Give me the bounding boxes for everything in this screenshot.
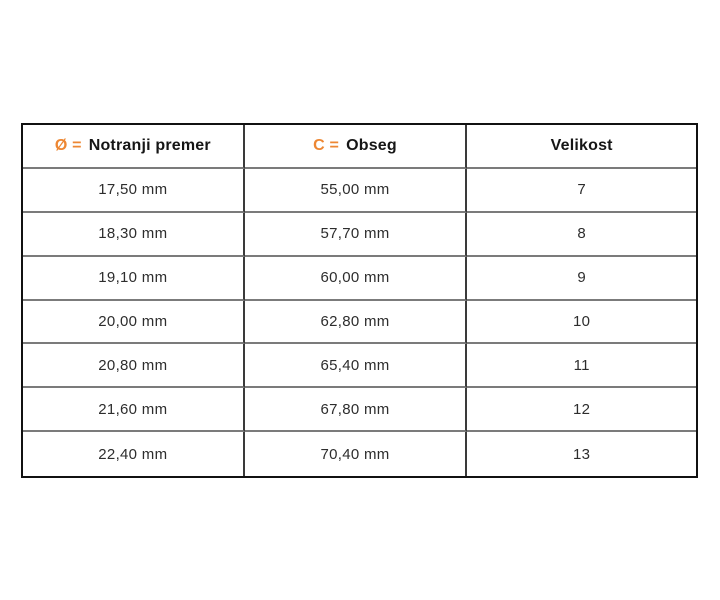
table-cell: 7 [467,169,696,213]
diameter-symbol: Ø = [54,136,82,154]
table-cell: 10 [467,301,696,345]
table-cell: 19,10 mm [23,257,245,301]
table-cell: 62,80 mm [245,301,468,345]
table-cell: 18,30 mm [23,213,245,257]
column-header-label: Obseg [346,136,397,154]
table-cell: 20,80 mm [23,344,245,388]
table-cell: 11 [467,344,696,388]
ring-size-table [21,123,698,478]
column-header-label: Notranji premer [88,136,211,154]
table-cell: 9 [467,257,696,301]
table-cell: 12 [467,388,696,432]
table-cell: 22,40 mm [23,432,245,476]
column-header-circumference [245,125,468,169]
table-cell: 20,00 mm [23,301,245,345]
column-header-label: Velikost [550,136,613,154]
table-cell: 17,50 mm [23,169,245,213]
table-cell: 8 [467,213,696,257]
table-cell: 67,80 mm [245,388,468,432]
table-cell: 55,00 mm [245,169,468,213]
column-header-size [467,125,696,169]
table-cell: 70,40 mm [245,432,468,476]
table-cell: 21,60 mm [23,388,245,432]
table-cell: 65,40 mm [245,344,468,388]
table-cell: 57,70 mm [245,213,468,257]
circumference-symbol: C = [313,136,340,154]
column-header-inner-diameter [23,125,245,169]
table-cell: 13 [573,445,591,463]
table-cell: 60,00 mm [245,257,468,301]
